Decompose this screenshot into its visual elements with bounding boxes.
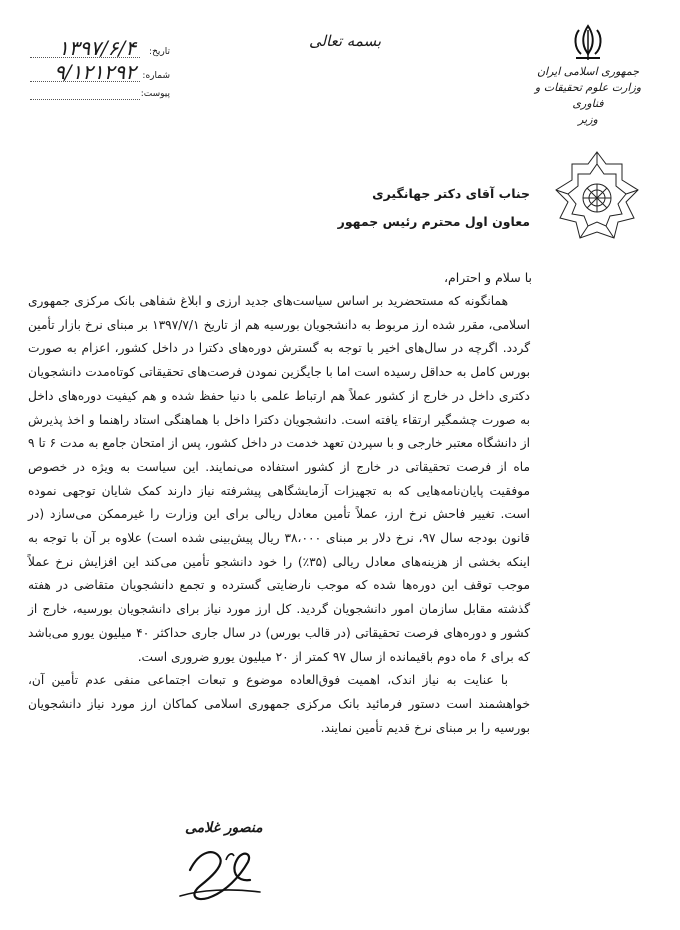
addressee-name: جناب آقای دکتر جهانگیری: [372, 186, 530, 201]
letterhead-title: وزیر: [578, 113, 598, 126]
addressee-title: معاون اول محترم رئیس جمهور: [337, 214, 530, 229]
addressee-block: [338, 180, 530, 236]
number-value: ۹/۱۲۱۲۹۲: [54, 60, 136, 84]
date-row: [30, 38, 170, 60]
letterhead: [518, 22, 658, 128]
date-value: ۱۳۹۷/۶/۴: [58, 36, 136, 60]
body-paragraph-1: همانگونه که مستحضرید بر اساس سیاست‌های جدید ارزی و ابلاغ شفاهی بانک مرکزی جمهوری اسلامی، مقرر شده ارز مربوط به دانشجویان بورسیه هم از تاریخ ۱۳۹۷/۷/۱ بر مبنای نرخ بازار تأمین گردد. اگرچه در سال‌های اخیر با توجه به گسترش دوره‌های دکترا در داخل کشور، اعزام به صورت بورس کامل به حداقل رسیده است اما با جایگزین نمودن فرصت‌های تحقیقاتی کوتاه‌مدت دانشجویان دکتری داخل در خارج از کشور عملاً هم ارتباط علمی با دنیا حفظ شده و هم کیفیت دوره‌های داخل به صورت چشمگیر ارتقاء یافته است. دانشجویان دکترا داخل با هماهنگی استاد راهنما و اخذ پذیرش از دانشگاه معتبر خارجی و با سپردن تعهد خدمت در داخل کشور، پس از امتحان جامع به مدت ۶ تا ۹ ماه از فرصت تحقیقاتی در خارج از کشور استفاده می‌نمایند. این سیاست به ویژه در خصوص موفقیت پایان‌نامه‌هایی که به تجهیزات آزمایشگاهی پیشرفته نیاز دارند کمک شایان توجهی نموده است. تغییر فاحش نرخ ارز، عملاً تأمین معادل ریالی برای این وزارت را غیرممکن می‌سازد (در قانون بودجه سال ۹۷، نرخ دلار بر مبنای ۳۸،۰۰۰ ریال پیش‌بینی شده است) علاوه بر آن با توجه به اینکه بخشی از هزینه‌های معادل ریالی (۳۵٪) را خود دانشجو تأمین می‌کند این افزایش نرخ عملاً موجب توقف این دوره‌ها شده که موجب نارضایتی گسترده و تجمع دانشجویان متقاضی در هفته گذشته مقابل سازمان امور دانشجویان گردید. کل ارز مورد نیاز برای دانشجویان بورسیه، خارج از کشور و دوره‌های فرصت تحقیقاتی (در قالب بورس) در سال جاری حداکثر ۴۰ میلیون یورو می‌باشد که برای ۶ ماه دوم باقیمانده از سال ۹۷ کمتر از ۲۰ میلیون یورو ضروری است.: [28, 294, 530, 664]
attachment-dotted-line: [30, 99, 140, 100]
attachment-label: پیوست:: [140, 89, 170, 99]
greeting: با سلام و احترام،: [443, 270, 532, 285]
basmala-heading: بسمه تعالی: [308, 32, 382, 50]
attachment-row: [30, 80, 170, 102]
signatory-name: منصور غلامی: [185, 820, 263, 836]
iran-emblem-icon: [568, 22, 608, 64]
letterhead-country: جمهوری اسلامی ایران: [536, 65, 640, 78]
body-paragraph-2: با عنایت به نیاز اندک، اهمیت فوق‌العاده موضوع و تبعات اجتماعی منفی عدم تأمین آن، خواهشمند است دستور فرمائید بانک مرکزی جمهوری اسلامی کماکان ارز مورد نیاز دانشجویان بورسیه را بر مبنای نرخ قدیم تأمین نمایند.: [28, 673, 530, 735]
letter-body: [28, 290, 530, 740]
signature-icon: [160, 800, 280, 910]
date-label: تاریخ:: [149, 47, 170, 57]
ornament-icon: [554, 150, 640, 250]
number-label: شماره:: [142, 71, 170, 81]
letterhead-ministry: وزارت علوم تحقیقات و فناوری: [534, 81, 642, 110]
